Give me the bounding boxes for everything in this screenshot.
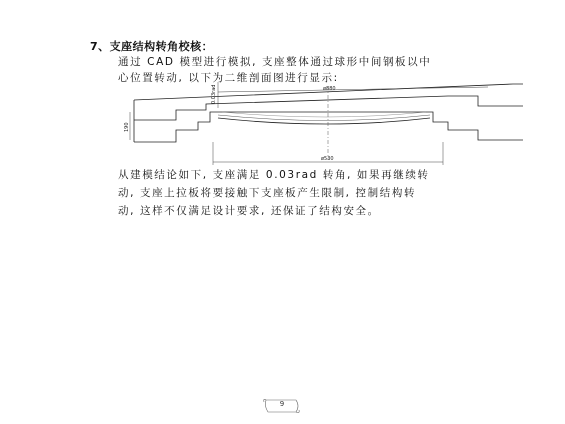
bottom-width-label: ø530 xyxy=(321,156,334,162)
page-number-scroll xyxy=(262,396,302,416)
lower-support-outline xyxy=(134,112,523,142)
intro-line-2: 心位置转动, 以下为二维剖面图进行显示: xyxy=(118,72,339,84)
intro-line-1: 通过 CAD 模型进行模拟, 支座整体通过球形中间钢板以中 xyxy=(118,56,432,68)
conclusion-line-3: 动, 这样不仅满足设计要求, 还保证了结构安全。 xyxy=(118,205,380,217)
spherical-plate xyxy=(218,118,430,124)
bearing-section-drawing xyxy=(118,82,523,174)
upper-plate-lower-edge xyxy=(134,96,523,120)
conclusion-line-2: 动, 支座上拉板将要接触下支座板产生限制, 控制结构转 xyxy=(118,187,417,199)
height-label: 190 xyxy=(124,122,130,132)
rotation-label: 0.03rad xyxy=(211,84,217,104)
conclusion-line-1: 从建模结论如下, 支座满足 0.03rad 转角, 如果再继续转 xyxy=(118,169,430,181)
page-number: 9 xyxy=(279,400,285,408)
top-width-label: ø880 xyxy=(323,86,336,92)
section-heading: 7、支座结构转角校核： xyxy=(90,40,214,53)
